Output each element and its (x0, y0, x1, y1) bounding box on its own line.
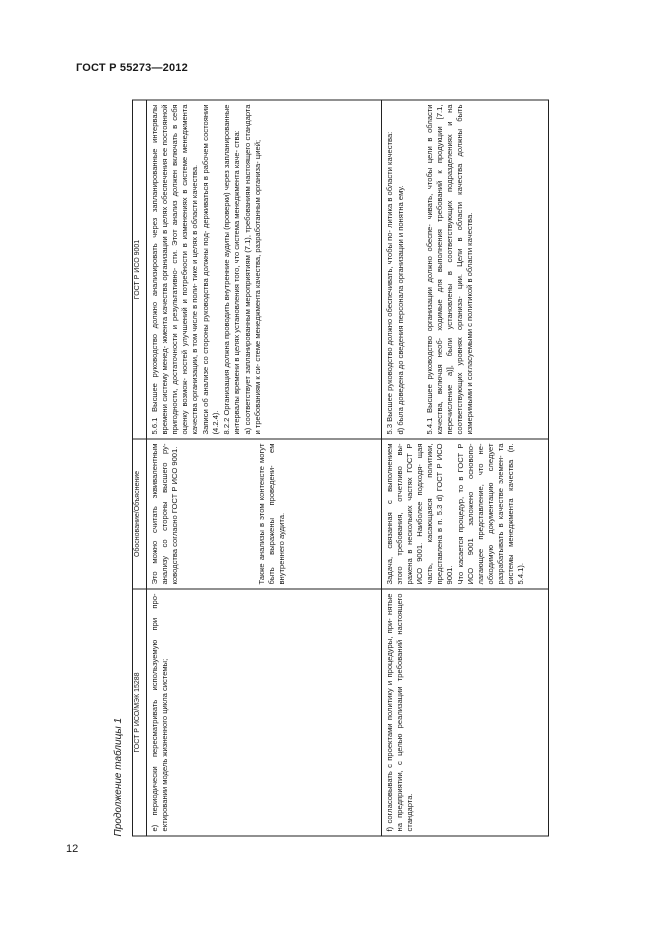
row1-justification-text-b: Также анализы в этом контексте могут быть выражены проведени- ем внутреннего аудита. (256, 443, 286, 584)
row2-justification-text-b: Что касается процедур, то в ГОСТ Р ИСО 9001 заложено основопо- лагающее представление, что не- обходимую документацию следует разрабатывать в качестве элемен- та системы менеджмента качества (п. 5.4.1). (455, 443, 525, 584)
document-header: ГОСТ Р 55273—2012 (76, 62, 188, 74)
row2-requirement-text: f) согласовывать с проектами политику и процедуры, при- нятые на предприятии, с целью реализации требований настоящего стандарта. (384, 593, 414, 831)
comparison-table (132, 99, 549, 836)
row1-gost9001-p2: Записи об анализе со стороны руководства должны под- держиваться в рабочем состоянии (4.2.4). (200, 104, 220, 434)
row1-gost9001 (146, 100, 381, 439)
row1-gost9001-p3: 8.2.2 Организация должна проводить внутренние аудиты (проверки) через запланированные интервалы времени в целях установления того, что система менеджмента каче- ства: (221, 104, 241, 434)
continuation-label: Продолжение таблицы 1 (112, 717, 124, 836)
row2-gost9001-p3: 5.4.1 Высшее руководство организации должно обеспе- чивать, чтобы цели в области качества, включая необ- ходимые для выполнения требований к продукции [7.1, перечисление а)], были установлены в соответствующих подразделениях и на соответствующих уровнях организа- ции. Цели в области качества должны быть измеримыми и согласуемыми с политикой в области качества. (424, 104, 474, 434)
row2-requirement (381, 589, 548, 836)
row1-gost9001-p1: 5.6.1 Высшее руководство должно анализировать через запланированные интервалы времени систему менед- жмента качества организации в целях обеспечения ее постоянной пригодности, достаточности и результативно- сти. Этот анализ должен включать в себя оценку возмож- ностей улучшений и потребности в изменениях в системе менеджмента качества организации, в том числе в поли- тике и целях в области качества. (149, 104, 199, 434)
table-row (146, 100, 381, 836)
table-header-row (132, 100, 146, 836)
row1-gost9001-p4: а) соответствует запланированным мероприятиям (7.1), требованиям настоящего стандарта и требованиям к си- стеме менеджмента качества, разработанным организа- цией; (242, 104, 262, 434)
row2-gost9001 (381, 100, 548, 439)
row1-justification-text-a: Это можно считать эквивалентным анализу со стороны высшего ру- ководства согласно ГОСТ Р ИСО 9001. (149, 443, 179, 584)
row2-justification (381, 439, 548, 589)
rotated-table-area (113, 99, 549, 836)
row2-gost9001-p1: 5.3 Высшее руководство должно обеспечивать, чтобы по- литика в области качества: (384, 131, 394, 434)
row1-requirement-text: e) периодически пересматривать используемую при про- ектировании модель жизненного цикла системы; (149, 593, 169, 831)
row2-gost9001-p2: d) была доведена до сведения персонала организации и понятна ему. (395, 184, 405, 434)
header-gost-9001: ГОСТ Р ИСО 9001 (132, 100, 146, 439)
row1-justification (146, 439, 381, 589)
page-number: 12 (66, 843, 79, 855)
table-row (381, 100, 548, 836)
row1-requirement (146, 589, 381, 836)
row2-justification-text-a: Задача, связанная с выполнением этого требования, отчетливо вы- ражена в нескольких частях ГОСТ Р ИСО 9001. Наиболее подходя- щая часть, касающаяся политики, представлена в п. 5.3 d) ГОСТ Р ИСО 9001. (384, 443, 454, 584)
header-justification: Обоснование/Объяснение (132, 439, 146, 589)
header-gost-15288: ГОСТ Р ИСО/МЭК 15288 (132, 589, 146, 836)
